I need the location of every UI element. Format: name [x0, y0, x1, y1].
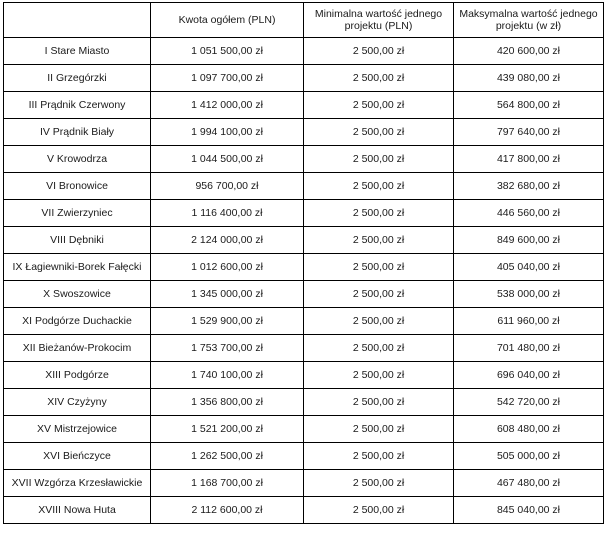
- min-value-cell: 2 500,00 zł: [304, 335, 454, 362]
- max-value-cell: 467 480,00 zł: [454, 470, 604, 497]
- table-row: [4, 470, 604, 497]
- table-row: [4, 173, 604, 200]
- max-value-cell: 382 680,00 zł: [454, 173, 604, 200]
- total-amount-cell: 1 740 100,00 zł: [151, 362, 304, 389]
- table-row: [4, 119, 604, 146]
- table-row: [4, 416, 604, 443]
- district-cell: VI Bronowice: [4, 173, 151, 200]
- district-cell: X Swoszowice: [4, 281, 151, 308]
- total-amount-cell: 1 412 000,00 zł: [151, 92, 304, 119]
- total-amount-cell: 1 168 700,00 zł: [151, 470, 304, 497]
- district-cell: XVI Bieńczyce: [4, 443, 151, 470]
- max-value-cell: 608 480,00 zł: [454, 416, 604, 443]
- total-amount-cell: 1 345 000,00 zł: [151, 281, 304, 308]
- total-amount-cell: 2 112 600,00 zł: [151, 497, 304, 524]
- max-value-cell: 446 560,00 zł: [454, 200, 604, 227]
- min-value-cell: 2 500,00 zł: [304, 38, 454, 65]
- min-value-cell: 2 500,00 zł: [304, 389, 454, 416]
- max-value-cell: 611 960,00 zł: [454, 308, 604, 335]
- total-amount-cell: 1 356 800,00 zł: [151, 389, 304, 416]
- district-cell: XII Bieżanów-Prokocim: [4, 335, 151, 362]
- total-amount-cell: 1 051 500,00 zł: [151, 38, 304, 65]
- min-value-cell: 2 500,00 zł: [304, 65, 454, 92]
- district-cell: III Prądnik Czerwony: [4, 92, 151, 119]
- total-amount-cell: 1 529 900,00 zł: [151, 308, 304, 335]
- table-row: [4, 227, 604, 254]
- header-district: [4, 3, 151, 38]
- district-cell: XVII Wzgórza Krzesławickie: [4, 470, 151, 497]
- district-cell: V Krowodrza: [4, 146, 151, 173]
- max-value-cell: 542 720,00 zł: [454, 389, 604, 416]
- table-body: [4, 38, 604, 524]
- table-row: [4, 200, 604, 227]
- district-cell: VIII Dębniki: [4, 227, 151, 254]
- max-value-cell: 797 640,00 zł: [454, 119, 604, 146]
- district-cell: I Stare Miasto: [4, 38, 151, 65]
- max-value-cell: 439 080,00 zł: [454, 65, 604, 92]
- table-row: [4, 443, 604, 470]
- min-value-cell: 2 500,00 zł: [304, 254, 454, 281]
- table-header: [4, 3, 604, 38]
- table-row: [4, 146, 604, 173]
- header-row: [4, 3, 604, 38]
- min-value-cell: 2 500,00 zł: [304, 281, 454, 308]
- header-min-project-value: Minimalna wartość jednego projektu (PLN): [304, 3, 454, 38]
- total-amount-cell: 1 521 200,00 zł: [151, 416, 304, 443]
- min-value-cell: 2 500,00 zł: [304, 443, 454, 470]
- max-value-cell: 696 040,00 zł: [454, 362, 604, 389]
- district-cell: XIII Podgórze: [4, 362, 151, 389]
- max-value-cell: 849 600,00 zł: [454, 227, 604, 254]
- table-row: [4, 38, 604, 65]
- total-amount-cell: 1 753 700,00 zł: [151, 335, 304, 362]
- table-row: [4, 281, 604, 308]
- district-cell: IX Łagiewniki-Borek Fałęcki: [4, 254, 151, 281]
- district-cell: II Grzegórzki: [4, 65, 151, 92]
- district-cell: XV Mistrzejowice: [4, 416, 151, 443]
- min-value-cell: 2 500,00 zł: [304, 146, 454, 173]
- district-cell: XVIII Nowa Huta: [4, 497, 151, 524]
- max-value-cell: 420 600,00 zł: [454, 38, 604, 65]
- total-amount-cell: 1 262 500,00 zł: [151, 443, 304, 470]
- total-amount-cell: 1 994 100,00 zł: [151, 119, 304, 146]
- district-cell: IV Prądnik Biały: [4, 119, 151, 146]
- table-row: [4, 362, 604, 389]
- max-value-cell: 701 480,00 zł: [454, 335, 604, 362]
- table-row: [4, 65, 604, 92]
- total-amount-cell: 2 124 000,00 zł: [151, 227, 304, 254]
- max-value-cell: 538 000,00 zł: [454, 281, 604, 308]
- min-value-cell: 2 500,00 zł: [304, 227, 454, 254]
- total-amount-cell: 956 700,00 zł: [151, 173, 304, 200]
- min-value-cell: 2 500,00 zł: [304, 200, 454, 227]
- header-total-amount: Kwota ogółem (PLN): [151, 3, 304, 38]
- min-value-cell: 2 500,00 zł: [304, 308, 454, 335]
- min-value-cell: 2 500,00 zł: [304, 92, 454, 119]
- header-max-project-value: Maksymalna wartość jednego projektu (w zł): [454, 3, 604, 38]
- min-value-cell: 2 500,00 zł: [304, 362, 454, 389]
- table-row: [4, 497, 604, 524]
- max-value-cell: 845 040,00 zł: [454, 497, 604, 524]
- min-value-cell: 2 500,00 zł: [304, 470, 454, 497]
- table-row: [4, 92, 604, 119]
- total-amount-cell: 1 116 400,00 zł: [151, 200, 304, 227]
- max-value-cell: 505 000,00 zł: [454, 443, 604, 470]
- district-cell: XIV Czyżyny: [4, 389, 151, 416]
- max-value-cell: 564 800,00 zł: [454, 92, 604, 119]
- district-cell: XI Podgórze Duchackie: [4, 308, 151, 335]
- table-row: [4, 389, 604, 416]
- total-amount-cell: 1 012 600,00 zł: [151, 254, 304, 281]
- min-value-cell: 2 500,00 zł: [304, 416, 454, 443]
- total-amount-cell: 1 097 700,00 zł: [151, 65, 304, 92]
- max-value-cell: 405 040,00 zł: [454, 254, 604, 281]
- min-value-cell: 2 500,00 zł: [304, 119, 454, 146]
- min-value-cell: 2 500,00 zł: [304, 173, 454, 200]
- total-amount-cell: 1 044 500,00 zł: [151, 146, 304, 173]
- max-value-cell: 417 800,00 zł: [454, 146, 604, 173]
- table-row: [4, 335, 604, 362]
- table-row: [4, 254, 604, 281]
- budget-table: [3, 2, 604, 524]
- min-value-cell: 2 500,00 zł: [304, 497, 454, 524]
- district-cell: VII Zwierzyniec: [4, 200, 151, 227]
- table-row: [4, 308, 604, 335]
